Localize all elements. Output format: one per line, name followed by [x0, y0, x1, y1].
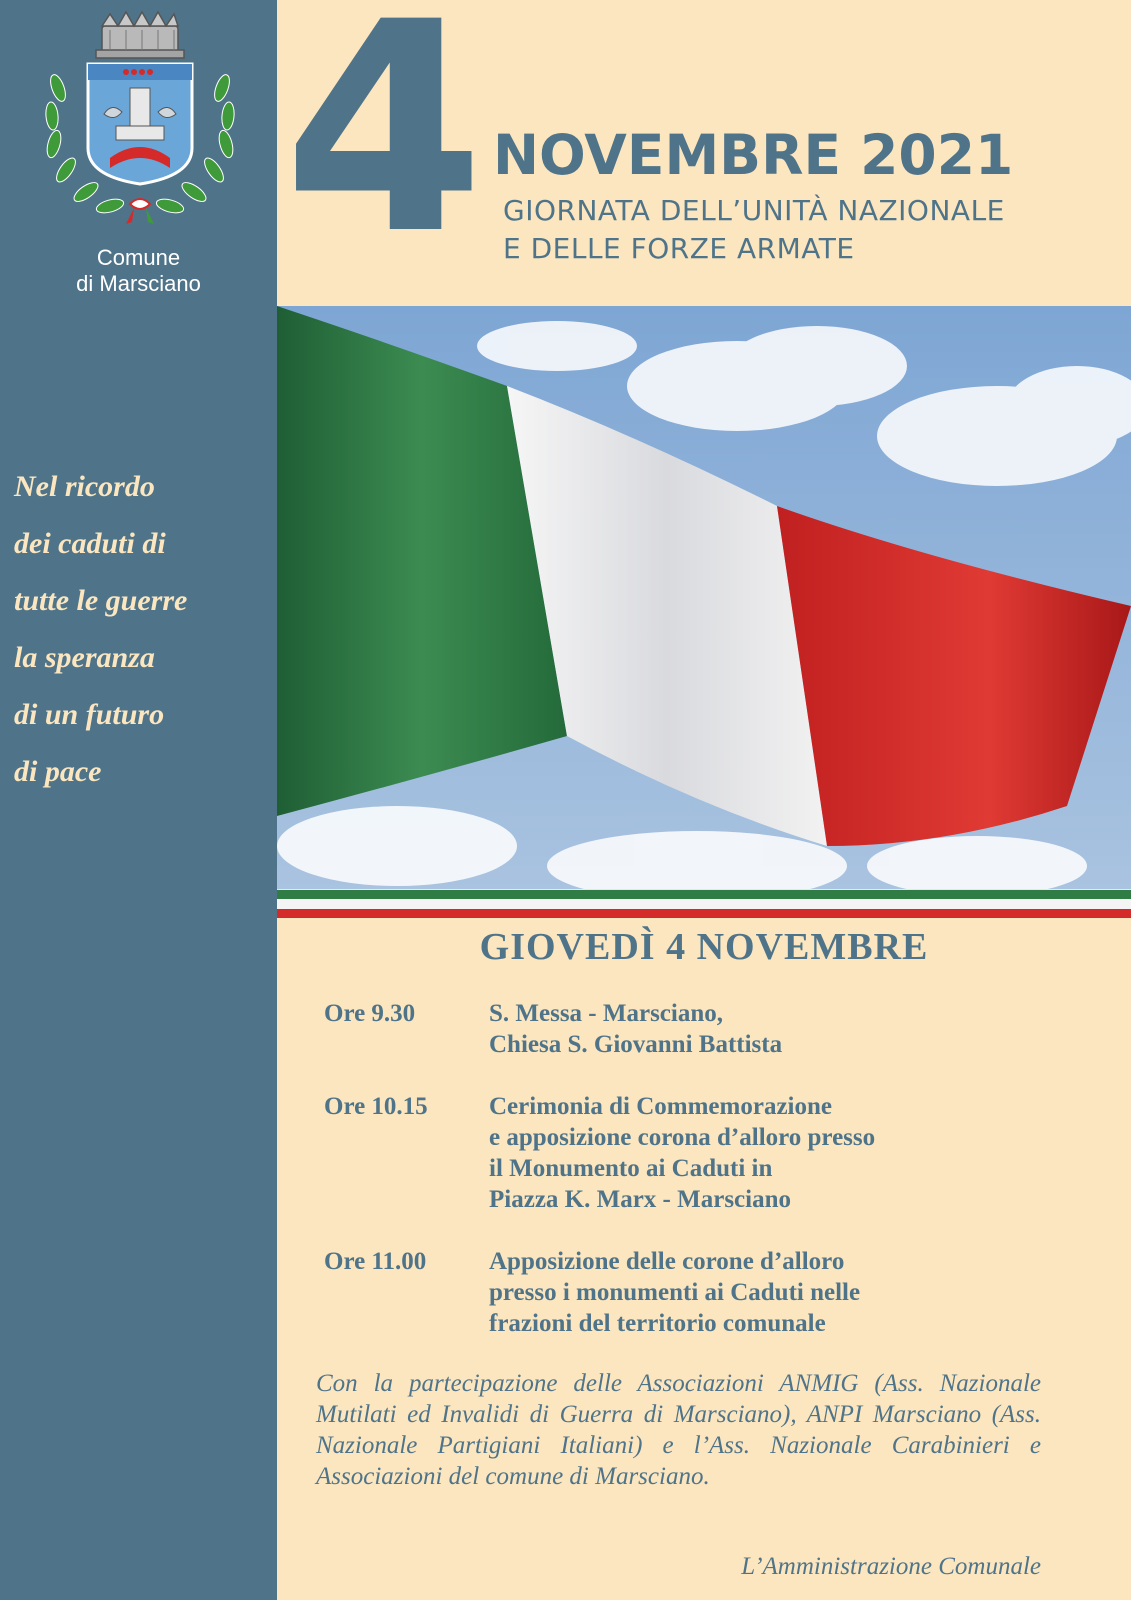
- description-line: Apposizione delle corone d’alloro: [489, 1248, 845, 1275]
- event-subtitle: [503, 192, 1005, 268]
- signature: L’Amministrazione Comunale: [741, 1553, 1041, 1580]
- description-line: il Monumento ai Caduti in: [489, 1155, 773, 1182]
- motto-line: dei caduti di: [14, 527, 166, 560]
- motto-line: la speranza: [14, 641, 155, 674]
- schedule-description: [489, 998, 782, 1060]
- subtitle-line2: E DELLE FORZE ARMATE: [503, 232, 855, 265]
- schedule-time: Ore 10.15: [324, 1093, 428, 1120]
- municipal-crest-icon: [30, 8, 250, 238]
- schedule-item: [324, 998, 1084, 1060]
- description-line: Piazza K. Marx - Marsciano: [489, 1186, 791, 1213]
- participation-note: Con la partecipazione delle Associazioni ANMIG (Ass. Nazionale Mutilati ed Invalidi di Guerra di Marsciano), ANPI Marsciano (Ass. Nazionale Partigiani Italiani) e l’Ass. Nazionale Carabinieri e Associazioni del comune di Marsciano.: [316, 1370, 1041, 1490]
- description-line: Chiesa S. Giovanni Battista: [489, 1031, 783, 1058]
- event-date-heading: GIOVEDÌ 4 NOVEMBRE: [479, 926, 929, 968]
- schedule-time: Ore 11.00: [324, 1248, 427, 1275]
- municipality-name-line1: Comune: [96, 245, 181, 270]
- sidebar: [0, 0, 277, 1600]
- motto-line: di un futuro: [14, 698, 165, 731]
- schedule-item: [324, 1246, 1084, 1339]
- event-schedule: [324, 998, 1084, 1370]
- municipality-name: [0, 245, 277, 297]
- motto-line: di pace: [14, 755, 102, 788]
- date-month-year: NOVEMBRE 2021: [493, 123, 1014, 187]
- schedule-item: [324, 1091, 1084, 1215]
- description-line: presso i monumenti ai Caduti nelle: [489, 1279, 861, 1306]
- crown-icon: [96, 12, 184, 58]
- shield-icon: [88, 64, 192, 184]
- description-line: Cerimonia di Commemorazione: [489, 1093, 832, 1120]
- description-line: e apposizione corona d’alloro presso: [489, 1124, 876, 1151]
- subtitle-line1: GIORNATA DELL’UNITÀ NAZIONALE: [503, 194, 1005, 227]
- description-line: S. Messa - Marsciano,: [489, 1000, 723, 1027]
- ribbon-icon: [126, 199, 154, 224]
- date-day-number: 4: [283, 0, 481, 298]
- motto-line: Nel ricordo: [14, 470, 155, 503]
- tricolor-divider: [277, 890, 1131, 922]
- municipality-name-line2: di Marsciano: [76, 271, 201, 296]
- schedule-description: [489, 1091, 875, 1215]
- description-line: frazioni del territorio comunale: [489, 1310, 826, 1337]
- remembrance-motto: [14, 458, 276, 800]
- italian-flag-photo: [277, 306, 1131, 889]
- motto-line: tutte le guerre: [14, 584, 188, 617]
- schedule-time: Ore 9.30: [324, 1000, 416, 1027]
- schedule-description: [489, 1246, 860, 1339]
